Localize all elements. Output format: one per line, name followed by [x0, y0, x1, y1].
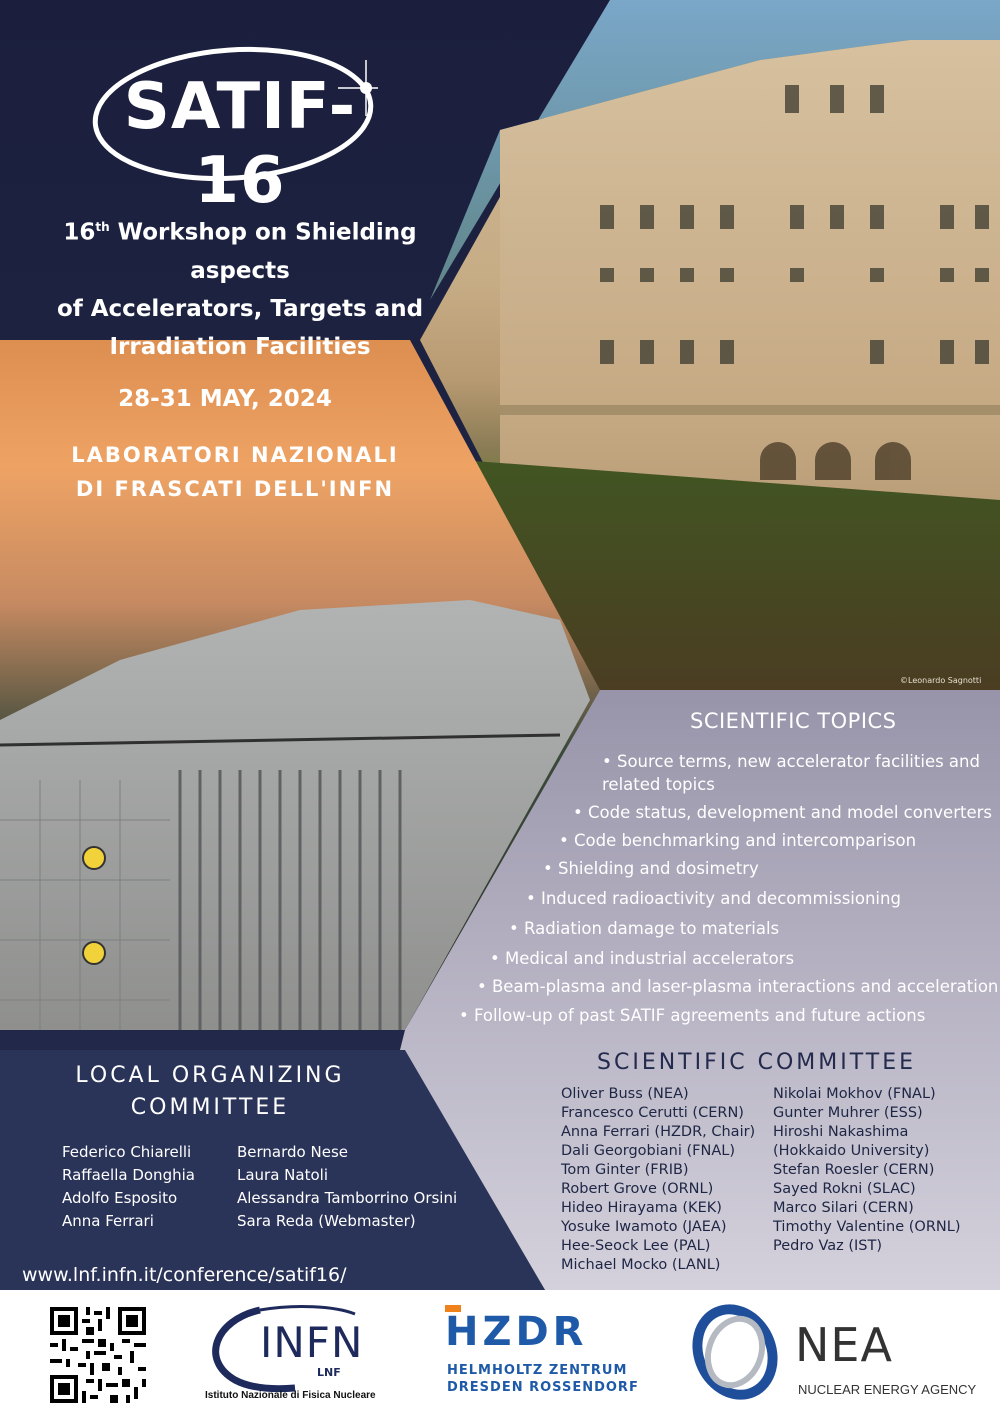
title-line-2: of Accelerators, Targets and: [56, 295, 424, 322]
nea-logo-text: NEA: [795, 1318, 893, 1372]
local-committee-heading: [55, 1060, 365, 1124]
committee-member: Michael Mocko (LANL): [561, 1257, 721, 1273]
local-member: Sara Reda (Webmaster): [237, 1212, 416, 1230]
committee-member: Yosuke Iwamoto (JAEA): [561, 1219, 727, 1235]
event-venue: [30, 438, 440, 506]
topic-item: • Source terms, new accelerator facilities and: [602, 752, 980, 771]
scientific-committee-heading: SCIENTIFIC COMMITTEE: [597, 1050, 917, 1075]
venue-line-2: DI FRASCATI DELL'INFN: [75, 477, 395, 501]
local-member: Bernardo Nese: [237, 1143, 348, 1161]
committee-member: Tom Ginter (FRIB): [561, 1162, 689, 1178]
committee-member: Pedro Vaz (IST): [773, 1238, 883, 1254]
committee-member: Nikolai Mokhov (FNAL): [773, 1086, 936, 1102]
local-member: Laura Natoli: [237, 1166, 328, 1184]
event-dates: 28-31 MAY, 2024: [118, 386, 332, 412]
photo-credit: ©Leonardo Sagnotti: [900, 676, 982, 685]
nea-rings-icon: [690, 1302, 790, 1402]
local-heading-line-2: COMMITTEE: [130, 1095, 290, 1120]
local-member: Federico Chiarelli: [62, 1143, 192, 1161]
committee-member: Hee-Seock Lee (PAL): [561, 1238, 711, 1254]
committee-member: Hideo Hirayama (KEK): [561, 1200, 722, 1216]
topic-item: • Medical and industrial accelerators: [490, 949, 795, 968]
committee-member: Stefan Roesler (CERN): [773, 1162, 935, 1178]
topic-item: • Beam-plasma and laser-plasma interactions and acceleration: [477, 977, 999, 996]
hzdr-line-2: DRESDEN ROSSENDORF: [447, 1380, 639, 1395]
nea-logo: [690, 1300, 995, 1405]
nea-caption: NUCLEAR ENERGY AGENCY: [798, 1382, 977, 1397]
committee-member: Anna Ferrari (HZDR, Chair): [561, 1124, 756, 1140]
infn-logo-text: INFN: [260, 1318, 364, 1367]
local-heading-line-1: LOCAL ORGANIZING: [75, 1063, 345, 1088]
workshop-title: [10, 208, 470, 366]
hzdr-logo-text: HZDR: [445, 1309, 588, 1355]
topics-heading: SCIENTIFIC TOPICS: [690, 709, 897, 733]
topic-item: • Code benchmarking and intercomparison: [559, 831, 917, 850]
hzdr-logo: [445, 1305, 645, 1405]
infn-lnf-text: LNF: [317, 1366, 341, 1379]
topic-item: • Induced radioactivity and decommissioning: [526, 889, 901, 908]
committee-member: Hiroshi Nakashima: [773, 1124, 909, 1140]
qr-code-icon[interactable]: [50, 1307, 146, 1403]
committee-member: Francesco Cerutti (CERN): [561, 1105, 744, 1121]
committee-member: Oliver Buss (NEA): [561, 1086, 689, 1102]
website-link[interactable]: www.lnf.infn.it/conference/satif16/: [22, 1264, 347, 1286]
topic-item: • Shielding and dosimetry: [543, 859, 759, 878]
title-ordinal: 16: [63, 219, 96, 246]
topic-item: • Code status, development and model converters: [573, 803, 992, 822]
committee-member: (Hokkaido University): [773, 1143, 930, 1159]
local-member: Alessandra Tamborrino Orsini: [237, 1189, 458, 1207]
committee-member: Marco Silari (CERN): [773, 1200, 914, 1216]
title-line-1: Workshop on Shielding aspects: [109, 219, 417, 284]
committee-member: Sayed Rokni (SLAC): [773, 1181, 916, 1197]
topic-item: • Follow-up of past SATIF agreements and future actions: [459, 1006, 926, 1025]
committee-member: Timothy Valentine (ORNL): [773, 1219, 961, 1235]
local-member: Anna Ferrari: [62, 1212, 154, 1230]
venue-line-1: LABORATORI NAZIONALI: [71, 443, 399, 467]
local-member: Adolfo Esposito: [62, 1189, 178, 1207]
committee-member: Dali Georgobiani (FNAL): [561, 1143, 735, 1159]
infn-logo: [205, 1300, 380, 1410]
title-ordinal-suffix: th: [95, 220, 110, 234]
infn-caption: Istituto Nazionale di Fisica Nucleare: [205, 1390, 376, 1401]
hzdr-line-1: HELMHOLTZ ZENTRUM: [447, 1363, 628, 1378]
event-logo-text: SATIF-16: [123, 70, 357, 218]
topic-item: related topics: [602, 775, 715, 794]
topic-item: • Radiation damage to materials: [509, 919, 780, 938]
title-line-3: Irradiation Facilities: [109, 333, 371, 360]
committee-member: Robert Grove (ORNL): [561, 1181, 714, 1197]
local-member: Raffaella Donghia: [62, 1166, 195, 1184]
committee-member: Gunter Muhrer (ESS): [773, 1105, 923, 1121]
